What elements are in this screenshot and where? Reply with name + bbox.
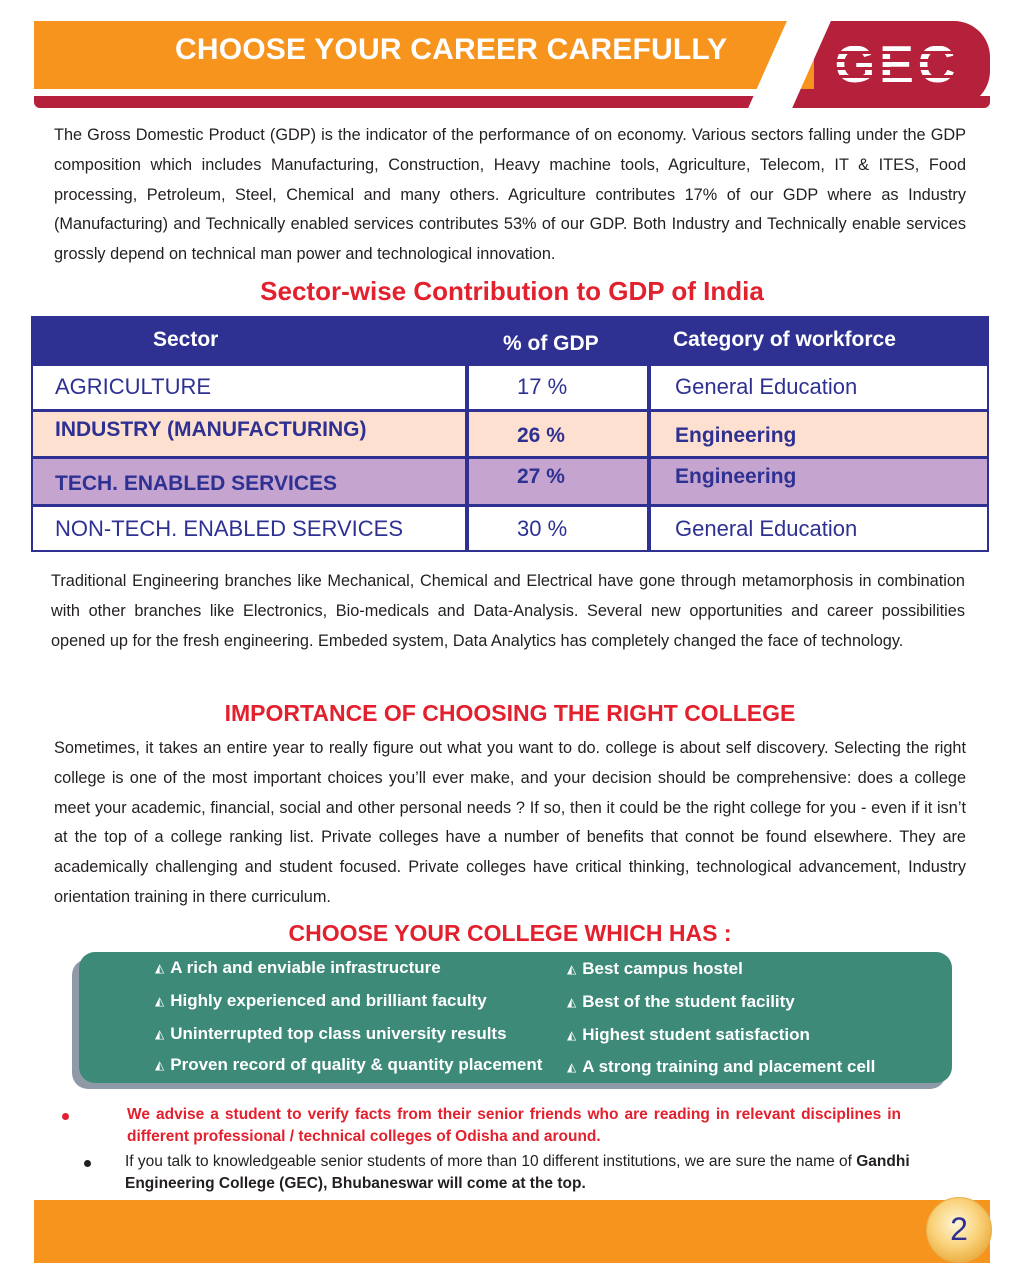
hatched-triangle-icon: ◭ bbox=[155, 1058, 165, 1072]
checklist-item: ◭ A rich and enviable infrastructure bbox=[155, 958, 441, 977]
cell-sector: AGRICULTURE bbox=[55, 374, 212, 399]
table-row bbox=[33, 412, 987, 456]
checklist-item: ◭ Best campus hostel bbox=[567, 959, 743, 978]
hatched-triangle-icon: ◭ bbox=[567, 1060, 577, 1074]
hatched-triangle-icon: ◭ bbox=[567, 995, 577, 1009]
page-title: CHOOSE YOUR CAREER CAREFULLY bbox=[175, 33, 728, 66]
cell-percent: 17 % bbox=[517, 374, 568, 399]
gec-note: If you talk to knowledgeable senior students of more than 10 different institutions, we are sure the name of Gandhi Engineering College (GEC), Bhubaneswar will come at the top. bbox=[125, 1153, 910, 1192]
table-divider bbox=[33, 409, 987, 412]
advise-note: We advise a student to verify facts from their senior friends who are reading in relevant disciplines in different professional / technical colleges of Odisha and around. bbox=[127, 1106, 901, 1145]
cell-percent: 26 % bbox=[517, 424, 565, 447]
table-row bbox=[33, 507, 987, 550]
header-category: Category of workforce bbox=[673, 328, 896, 351]
cell-sector: TECH. ENABLED SERVICES bbox=[55, 472, 337, 495]
bullet-dot bbox=[84, 1160, 91, 1167]
bullet-dot bbox=[62, 1113, 69, 1120]
checklist-item: ◭ Highly experienced and brilliant faculty bbox=[155, 991, 487, 1010]
table-divider bbox=[33, 456, 987, 459]
page-number: 2 bbox=[950, 1211, 968, 1247]
hatched-triangle-icon: ◭ bbox=[567, 1028, 577, 1042]
hatched-triangle-icon: ◭ bbox=[567, 962, 577, 976]
checklist-item: ◭ Uninterrupted top class university results bbox=[155, 1024, 507, 1043]
table-row bbox=[33, 459, 987, 504]
checklist-title: CHOOSE YOUR COLLEGE WHICH HAS : bbox=[288, 920, 732, 946]
checklist-item: ◭ Highest student satisfaction bbox=[567, 1025, 810, 1044]
intro-paragraph: The Gross Domestic Product (GDP) is the indicator of the performance of on economy. Various sectors falling under the GDP composition which includes Manufacturing, Construction, Heavy machine tools, Agriculture, Telecom, IT & ITES, Food processing, Petroleum, Steel, Chemical and many others. Agriculture contributes 17% of our GDP where as Industry (Manufacturing) and Technically enabled services contributes 53% of our GDP. Both Industry and Technically enable services grossly depend on technical man power and technological innovation. bbox=[54, 126, 966, 264]
cell-category: Engineering bbox=[675, 465, 797, 488]
header-sector: Sector bbox=[153, 328, 219, 351]
cell-sector: NON-TECH. ENABLED SERVICES bbox=[55, 516, 404, 541]
hatched-triangle-icon: ◭ bbox=[155, 994, 165, 1008]
table-header-row bbox=[33, 318, 987, 366]
checklist-item: ◭ Best of the student facility bbox=[567, 992, 795, 1011]
cell-percent: 27 % bbox=[517, 465, 565, 488]
engineering-paragraph: Traditional Engineering branches like Mechanical, Chemical and Electrical have gone through metamorphosis in combination with other branches like Electronics, Bio-medicals and Data-Analysis. Several new opportunities and career possibilities opened up for the fresh engineering. Embeded system, Data Analytics has completely changed the face of technology. bbox=[51, 572, 965, 650]
importance-paragraph: Sometimes, it takes an entire year to really figure out what you want to do. college is about self discovery. Selecting the right college is one of the most important choices you’ll ever make, and your decision should be comprehensive: does a college meet your academic, financial, social and other personal needs ? If so, then it could be the right college for you - even if it isn’t at the top of a college ranking list. Private colleges have a number of benefits that connot be found elsewhere. They are academically challenging and student focused. Private colleges have critical thinking, technological advancement, Industry orientation training in there curriculum. bbox=[54, 739, 966, 906]
gdp-table-title: Sector-wise Contribution to GDP of India bbox=[260, 276, 764, 306]
importance-title: IMPORTANCE OF CHOOSING THE RIGHT COLLEGE bbox=[224, 700, 796, 726]
header-percent: % of GDP bbox=[503, 332, 599, 355]
cell-percent: 30 % bbox=[517, 516, 568, 541]
cell-category: General Education bbox=[675, 516, 858, 541]
hatched-triangle-icon: ◭ bbox=[155, 961, 165, 975]
cell-sector: INDUSTRY (MANUFACTURING) bbox=[55, 418, 367, 441]
gdp-table bbox=[31, 316, 989, 552]
checklist-item: ◭ A strong training and placement cell bbox=[567, 1057, 876, 1076]
hatched-triangle-icon: ◭ bbox=[155, 1027, 165, 1041]
svg-text:GEC: GEC bbox=[834, 38, 960, 88]
table-divider bbox=[465, 318, 469, 550]
table-divider bbox=[33, 504, 987, 507]
cell-category: General Education bbox=[675, 374, 858, 399]
cell-category: Engineering bbox=[675, 424, 797, 447]
footer-bar bbox=[34, 1200, 990, 1263]
table-divider bbox=[647, 318, 651, 550]
table-row bbox=[33, 366, 987, 409]
gec-logo bbox=[815, 38, 980, 88]
checklist-item: ◭ Proven record of quality & quantity placement bbox=[155, 1055, 543, 1074]
